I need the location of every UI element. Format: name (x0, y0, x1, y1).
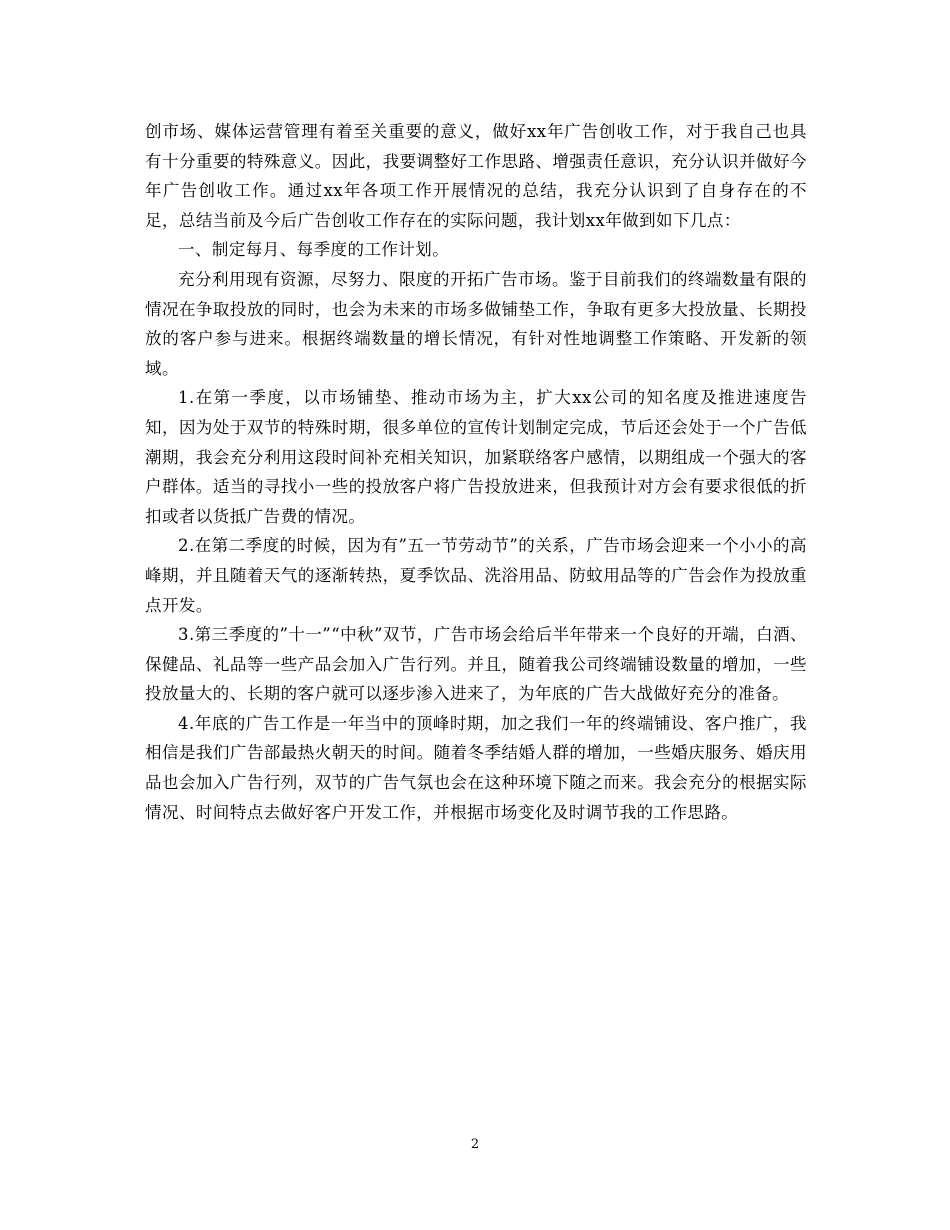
page-number: 2 (470, 1137, 480, 1152)
section-heading-monthly-plan: 一、制定每月、每季度的工作计划。 (178, 240, 450, 260)
list-item-q4: 4.年底的广告工作是一年当中的顶峰时期，加之我们一年的终端铺设、客户推广，我相信是我们广告部最热火朝天的时间。随着冬季结婚人群的增加，一些婚庆服务、婚庆用品也会加入广告行列，双节的广告气氛也会在这种环境下随之而来。我会充分的根据实际情况、时间特点去做好客户开发工作，并根据市场变化及时调节我的工作思路。 (145, 713, 807, 822)
paragraph-continuation: 创市场、媒体运营管理有着至关重要的意义，做好xx年广告创收工作，对于我自己也具有十分重要的特殊意义。因此，我要调整好工作思路、增强责任意识，充分认识并做好今年广告创收工作。通过xx年各项工作开展情况的总结，我充分认识到了自身存在的不足，总结当前及今后广告创收工作存在的实际问题，我计划xx年做到如下几点： (145, 122, 807, 230)
document-body (145, 117, 807, 827)
list-item-q3: 3.第三季度的”十一”“中秋”双节，广告市场会给后半年带来一个良好的开端，白酒、保健品、礼品等一些产品会加入广告行列。并且，随着我公司终端铺设数量的增加，一些投放量大的、长期的客户就可以逐步渗入进来了，为年底的广告大战做好充分的准备。 (145, 625, 807, 704)
list-item-q1: 1.在第一季度，以市场铺垫、推动市场为主，扩大xx公司的知名度及推进速度告知，因为处于双节的特殊时期，很多单位的宣传计划制定完成，节后还会处于一个广告低潮期，我会充分利用这段时间补充相关知识，加紧联络客户感情，以期组成一个强大的客户群体。适当的寻找小一些的投放客户将广告投放进来，但我预计对方会有要求很低的折扣或者以货抵广告费的情况。 (145, 388, 807, 526)
list-item-q2: 2.在第二季度的时候，因为有”五一节劳动节”的关系，广告市场会迎来一个小小的高峰期，并且随着天气的逐渐转热，夏季饮品、洗浴用品、防蚊用品等的广告会作为投放重点开发。 (145, 536, 807, 615)
paragraph-resources: 充分利用现有资源，尽努力、限度的开拓广告市场。鉴于目前我们的终端数量有限的情况在争取投放的同时，也会为未来的市场多做铺垫工作，争取有更多大投放量、长期投放的客户参与进来。根据终端数量的增长情况，有针对性地调整工作策略、开发新的领域。 (145, 269, 807, 378)
